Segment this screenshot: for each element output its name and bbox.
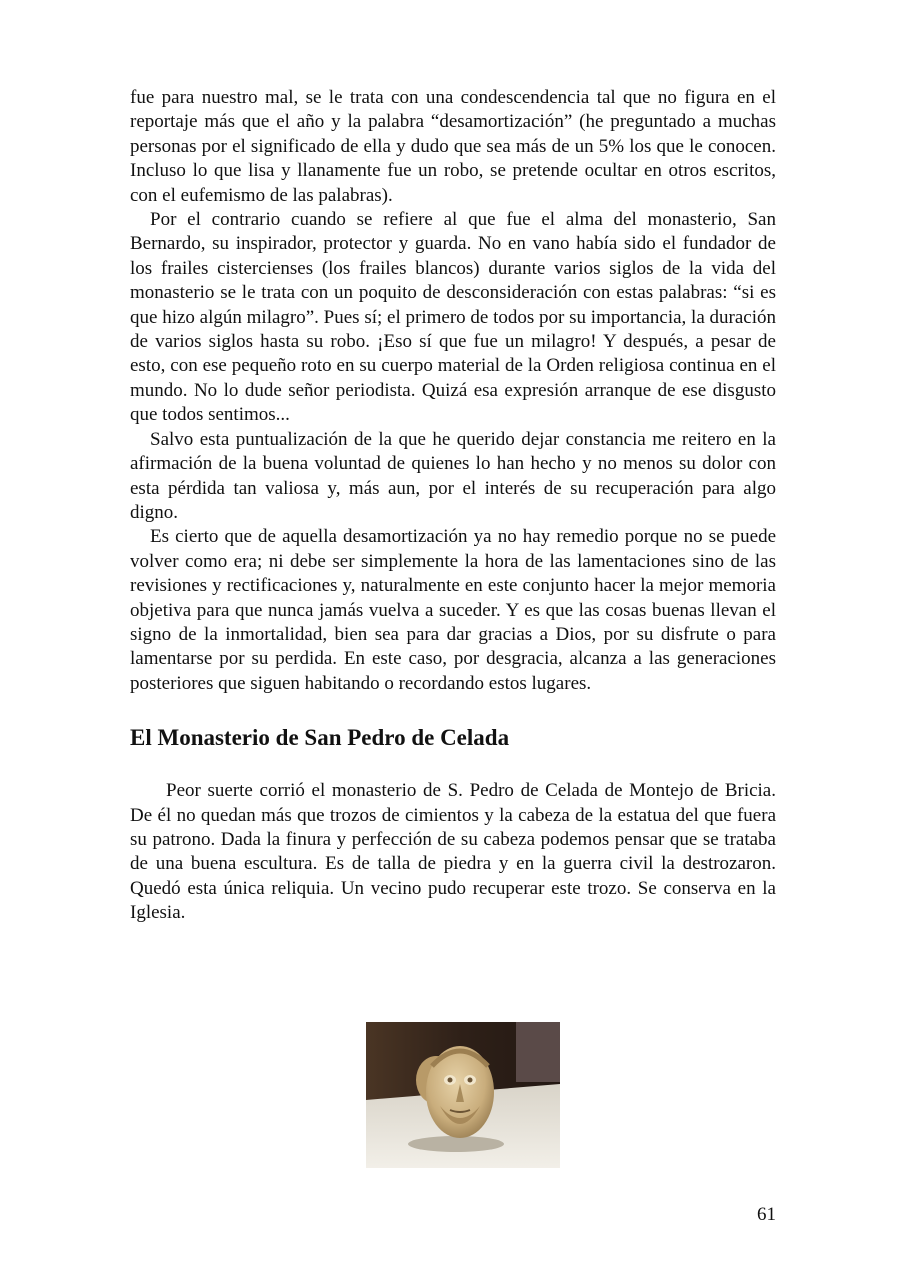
page-number: 61	[757, 1204, 776, 1225]
stone-head-illustration	[366, 1022, 560, 1168]
paragraph-2: Por el contrario cuando se refiere al que fue el alma del monasterio, San Bernardo, su inspirador, protector y guarda. No en vano había sido el fundador de los frailes cistercienses (los frailes blancos) durante varios siglos de la vida del monasterio se le trata con un poquito de desconsideración con estas palabras: “si es que hizo algún milagro”. Pues sí; el primero de todos por su importancia, la duración de varios siglos hasta su robo. ¡Eso sí que fue un milagro! Y después, a pesar de esto, con ese pequeño roto en su cuerpo material de la Orden religiosa continua en el mundo. No lo dude señor periodista. Quizá esa expresión arranque de ese disgusto que todos sentimos...	[130, 209, 776, 426]
paragraph-3: Salvo esta puntualización de la que he querido dejar constancia me reitero en la afirmación de la buena voluntad de quienes lo han hecho y no menos su dolor con esta pérdida tan valiosa y, más aun, por el interés de su recuperación para algo digno.	[130, 428, 776, 523]
section-paragraph: Peor suerte corrió el monasterio de S. Pedro de Celada de Montejo de Bricia. De él no quedan más que trozos de cimientos y la cabeza de la estatua del que fuera su patrono. Dada la finura y perfección de su cabeza podemos pensar que se trataba de una buena escultura. Es de talla de piedra y en la guerra civil la destrozaron. Quedó esta única reliquia. Un vecino pudo recuperar este trozo. Se conserva en la Iglesia.	[130, 780, 776, 924]
stone-head-photo	[366, 1022, 560, 1168]
paragraph-4: Es cierto que de aquella desamortización ya no hay remedio porque no se puede volver como era; ni debe ser simplemente la hora de las lamentaciones sino de las revisiones y rectificaciones y, naturalmente en este conjunto hacer la mejor memoria objetiva para que nunca jamás vuelva a suceder. Y es que las cosas buenas llevan el signo de la inmortalidad, bien sea para dar gracias a Dios, por su disfrute o para lamentarse por su perdida. En este caso, por desgracia, alcanza a las generaciones posteriores que siguen habitando o recordando estos lugares.	[130, 526, 776, 694]
page-body	[130, 86, 776, 926]
section-heading: El Monasterio de San Pedro de Celada	[130, 725, 510, 751]
paragraph-1: fue para nuestro mal, se le trata con una condescendencia tal que no figura en el reportaje más que el año y la palabra “desamortización” (he preguntado a muchas personas por el significado de ella y dudo que sea más de un 5% los que le conocen. Incluso lo que lisa y llanamente fue un robo, se pretende ocultar en otros escritos, con el eufemismo de las palabras).	[130, 87, 776, 206]
